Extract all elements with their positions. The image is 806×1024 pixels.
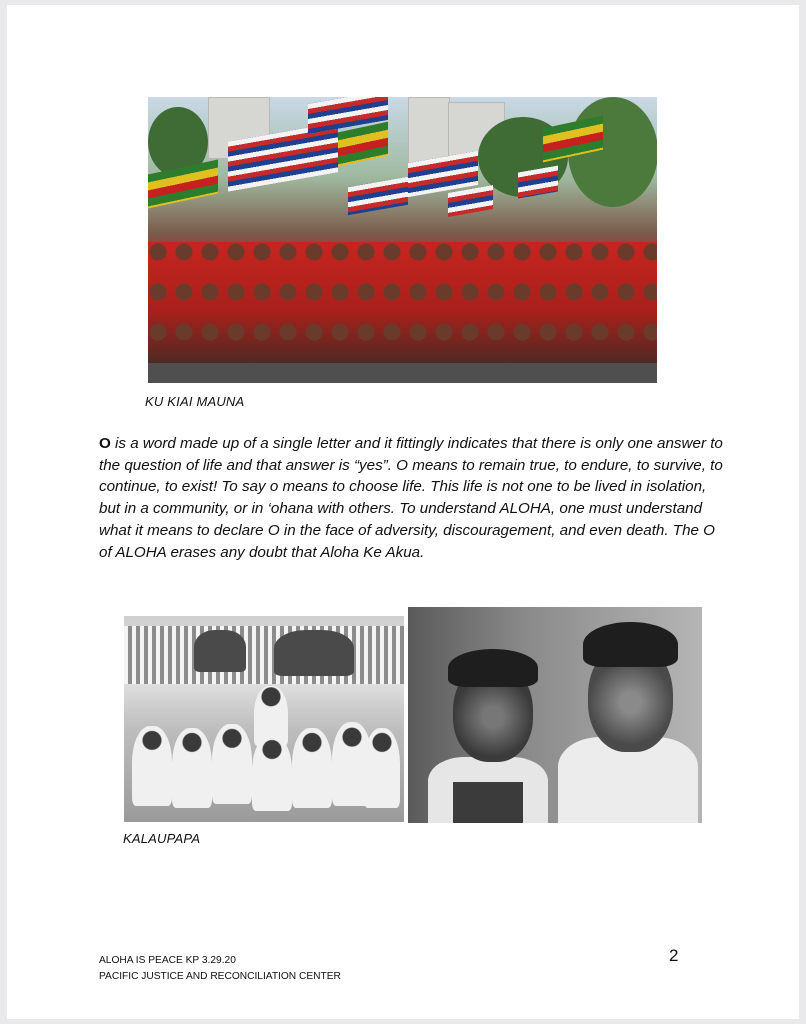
top-photo-caption: KU KIAI MAUNA <box>145 394 245 409</box>
body-paragraph <box>99 433 729 563</box>
kalaupapa-group-photo <box>124 616 404 822</box>
document-page <box>7 5 799 1019</box>
footer-line-1: ALOHA IS PEACE KP 3.29.20 <box>99 955 236 966</box>
paragraph-initial-letter: O <box>99 435 111 452</box>
bottom-photo-caption: KALAUPAPA <box>123 831 201 846</box>
footer-line-2: PACIFIC JUSTICE AND RECONCILIATION CENTER <box>99 971 341 982</box>
page-number: 2 <box>669 946 679 965</box>
footer <box>99 953 341 985</box>
paragraph-text: is a word made up of a single letter and it fittingly indicates that there is only one answer to the question of life and that answer is “yes”. O means to remain true, to endure, to survive, to continue, to exist! To say o means to choose life. This life is not one to be lived in isolation, but in a community, or in ‘ohana with others. To understand ALOHA, one must understand what it means to declare O in the face of adversity, discouragement, and even death. The O of ALOHA erases any doubt that Aloha Ke Akua. <box>99 435 723 561</box>
protest-march-photo <box>148 97 657 383</box>
two-boys-photo <box>408 607 702 823</box>
